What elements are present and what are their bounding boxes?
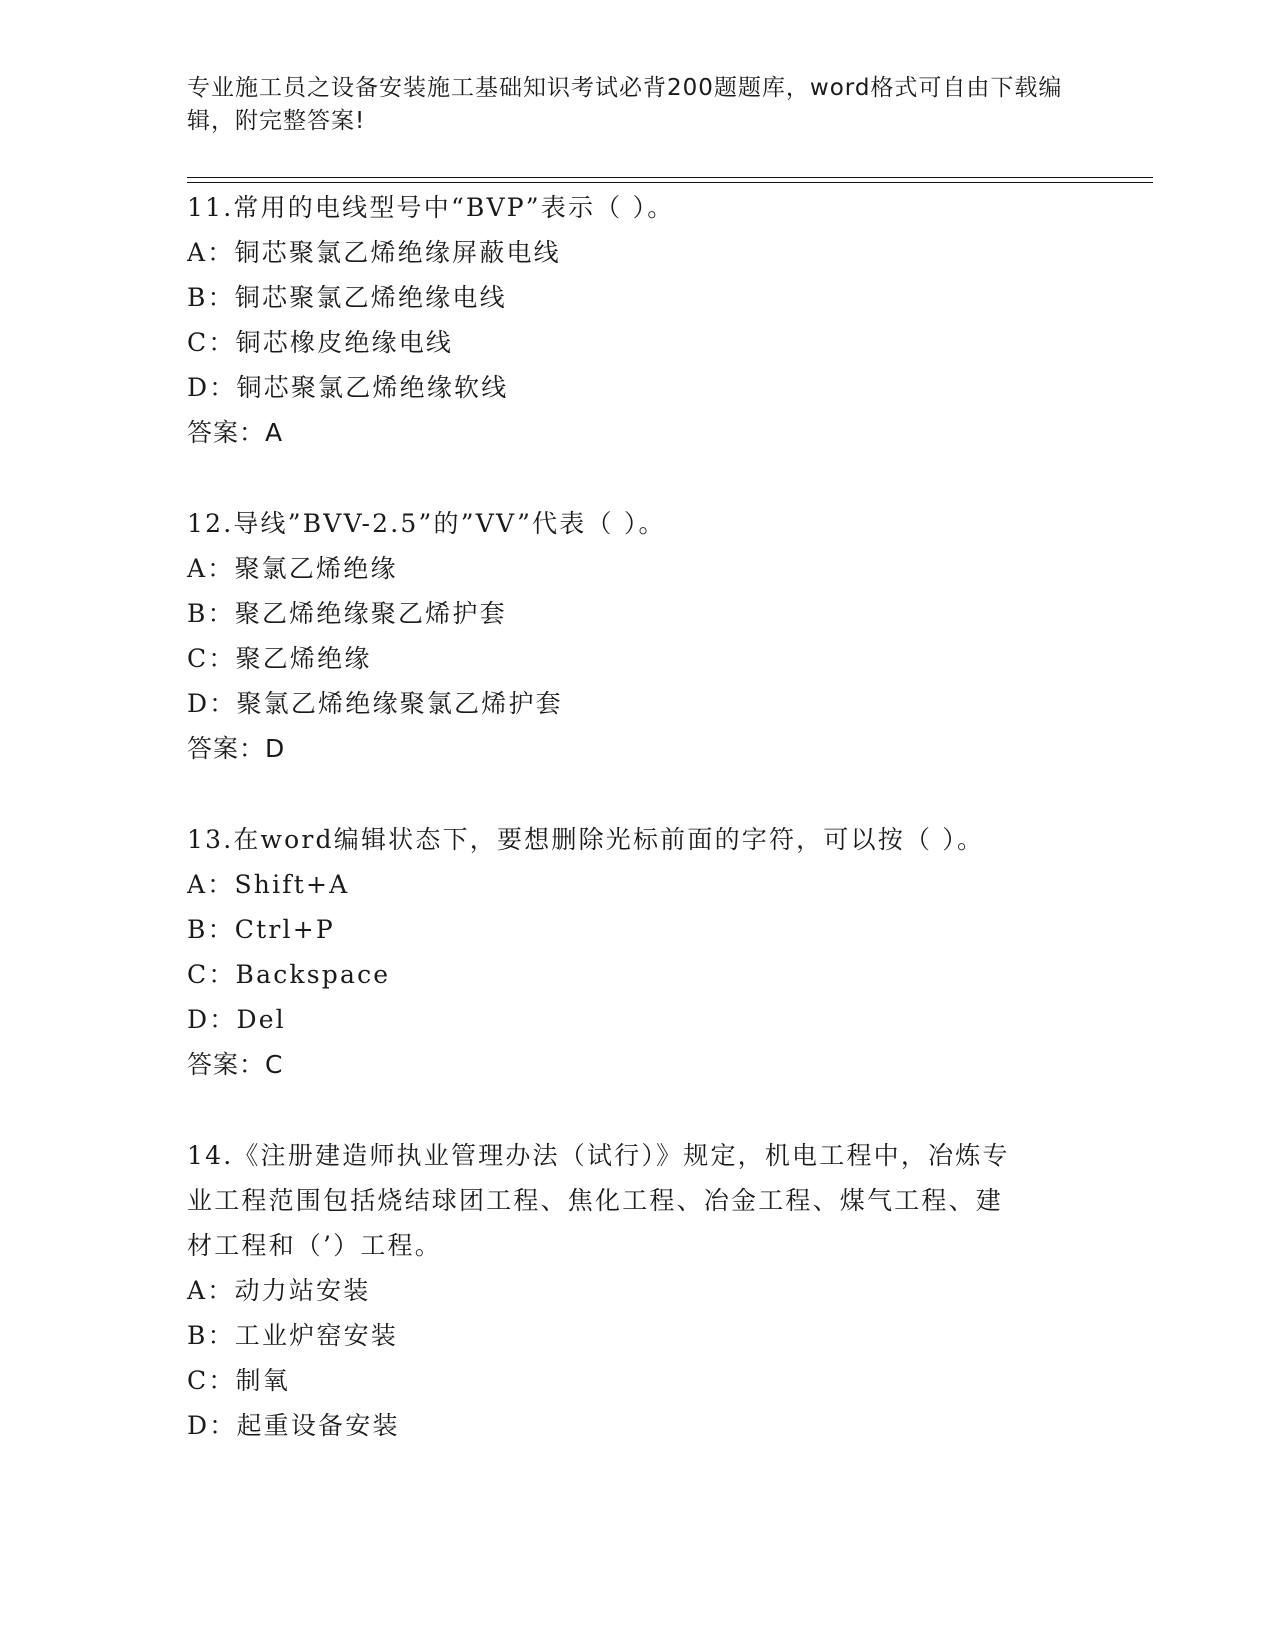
option-a: A：动力站安装 bbox=[187, 1276, 371, 1305]
option-a: A：Shift+A bbox=[187, 870, 350, 899]
question-stem-line-1: 14.《注册建造师执业管理办法（试行）》规定，机电工程中，冶炼专 bbox=[187, 1141, 1010, 1170]
question-stem-line-2: 业工程范围包括烧结球团工程、焦化工程、冶金工程、煤气工程、建 bbox=[187, 1186, 1004, 1215]
answer-label: 答案：C bbox=[187, 1050, 284, 1079]
document-title: 专业施工员之设备安装施工基础知识考试必背200题题库，word格式可自由下载编辑，附完整答案! bbox=[187, 75, 1063, 134]
header-divider-top bbox=[187, 177, 1153, 178]
option-d: D：起重设备安装 bbox=[187, 1411, 400, 1440]
option-c: C：铜芯橡皮绝缘电线 bbox=[187, 328, 454, 357]
header-divider-bottom bbox=[187, 182, 1153, 183]
option-b: B：工业炉窑安装 bbox=[187, 1321, 398, 1350]
option-d: D：聚氯乙烯绝缘聚氯乙烯护套 bbox=[187, 689, 563, 718]
option-b: B：铜芯聚氯乙烯绝缘电线 bbox=[187, 283, 507, 312]
answer-label: 答案：D bbox=[187, 734, 286, 763]
option-a: A：铜芯聚氯乙烯绝缘屏蔽电线 bbox=[187, 238, 561, 267]
option-d: D：Del bbox=[187, 1005, 286, 1034]
option-b: B：聚乙烯绝缘聚乙烯护套 bbox=[187, 599, 507, 628]
option-c: C：聚乙烯绝缘 bbox=[187, 644, 372, 673]
question-stem: 11.常用的电线型号中“BVP”表示（ ）。 bbox=[187, 193, 675, 222]
option-b: B：Ctrl+P bbox=[187, 915, 335, 944]
question-stem-line-3: 材工程和（’）工程。 bbox=[187, 1231, 442, 1260]
option-c: C：制氧 bbox=[187, 1366, 290, 1395]
option-a: A：聚氯乙烯绝缘 bbox=[187, 554, 398, 583]
option-d: D：铜芯聚氯乙烯绝缘软线 bbox=[187, 373, 509, 402]
question-stem: 12.导线”BVV-2.5”的”VV”代表（ ）。 bbox=[187, 509, 666, 538]
answer-label: 答案：A bbox=[187, 418, 284, 447]
option-c: C：Backspace bbox=[187, 960, 391, 989]
question-stem: 13.在word编辑状态下，要想删除光标前面的字符，可以按（ ）。 bbox=[187, 825, 985, 854]
